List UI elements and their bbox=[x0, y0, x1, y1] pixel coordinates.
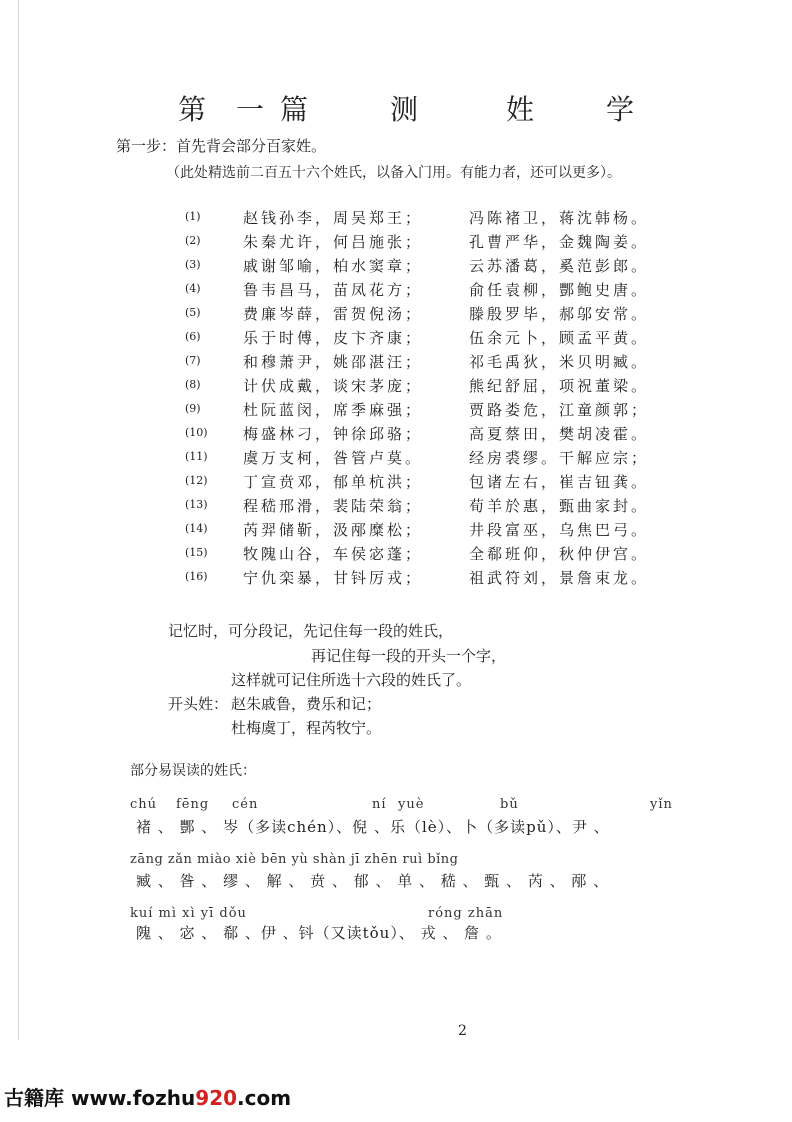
row-second-half: 伍余元卜，顾孟平黄。 bbox=[469, 329, 650, 347]
step-one-note: （此处精选前二百五十六个姓氏，以备入门用。有能力者，还可以更多）。 bbox=[166, 165, 621, 181]
step-one-heading: 第一步：首先背会部分百家姓。 bbox=[116, 137, 327, 155]
row-number: (2) bbox=[185, 234, 201, 247]
row-first-half: 丁宣贲邓，郁单杭洪； bbox=[243, 473, 424, 491]
row-second-half: 冯陈褚卫，蒋沈韩杨。 bbox=[469, 209, 650, 227]
row-second-half: 滕殷罗毕，郝邬安常。 bbox=[469, 305, 650, 323]
pinyin: ní bbox=[372, 797, 387, 812]
row-first-half: 费廉岑薛，雷贺倪汤； bbox=[243, 305, 424, 323]
pinyin-line-3a: kuí mì xì yī dǒu bbox=[130, 906, 247, 921]
row-number: (8) bbox=[185, 378, 201, 391]
misread-hanzi-line-3: 隗 、 宓 、 郗 、伊 、钭（又读tǒu）、 戎 、 詹 。 bbox=[136, 924, 502, 942]
misread-hanzi-line-2: 臧 、 昝 、 缪 、 解 、 贲 、 郁 、 单 、 嵇 、 甄 、 芮 、 邴 、 bbox=[136, 872, 610, 890]
pinyin: yuè bbox=[398, 797, 425, 812]
memo-line-2: 再记住每一段的开头一个字， bbox=[311, 647, 507, 665]
watermark-accent: 920 bbox=[195, 1086, 238, 1110]
title-char: 学 bbox=[606, 93, 635, 126]
row-first-half: 赵钱孙李，周吴郑王； bbox=[243, 209, 424, 227]
row-number: (6) bbox=[185, 330, 201, 343]
row-second-half: 荀羊於惠，甄曲家封。 bbox=[469, 497, 650, 515]
row-second-half: 高夏蔡田，樊胡凌霍。 bbox=[469, 425, 650, 443]
row-first-half: 宁仇栾暴，甘钭厉戎； bbox=[243, 569, 424, 587]
title-char: 姓 bbox=[506, 93, 535, 126]
row-first-half: 计伏成戴，谈宋茅庞； bbox=[243, 377, 424, 395]
row-first-half: 和穆萧尹，姚邵湛汪； bbox=[243, 353, 424, 371]
pinyin-line-3b: róng zhān bbox=[428, 906, 504, 921]
row-second-half: 包诸左右，崔吉钮龚。 bbox=[469, 473, 650, 491]
scan-edge-line bbox=[18, 0, 19, 1040]
row-second-half: 熊纪舒屈，项祝董梁。 bbox=[469, 377, 650, 395]
row-number: (7) bbox=[185, 354, 201, 367]
misread-hanzi-line-1: 褚 、 酆 、 岑（多读chén）、倪 、乐（lè）、卜（多读pǔ）、尹 、 bbox=[136, 818, 610, 836]
row-first-half: 程嵇邢滑，裴陆荣翁； bbox=[243, 497, 424, 515]
row-second-half: 祁毛禹狄，米贝明臧。 bbox=[469, 353, 650, 371]
row-number: (14) bbox=[185, 522, 208, 535]
row-first-half: 虞万支柯，昝管卢莫。 bbox=[243, 449, 424, 467]
pinyin: cén bbox=[232, 797, 259, 812]
watermark-site: 古籍库 www.fozhu bbox=[4, 1086, 196, 1110]
title-char: 测 bbox=[390, 93, 419, 126]
row-first-half: 芮羿储靳，汲邴糜松； bbox=[243, 521, 424, 539]
row-first-half: 乐于时傅，皮卞齐康； bbox=[243, 329, 424, 347]
row-first-half: 戚谢邹喻，柏水窦章； bbox=[243, 257, 424, 275]
row-second-half: 全郗班仰，秋仲伊宫。 bbox=[469, 545, 650, 563]
row-second-half: 井段富巫，乌焦巴弓。 bbox=[469, 521, 650, 539]
pinyin: bǔ bbox=[500, 797, 519, 812]
row-number: (5) bbox=[185, 306, 201, 319]
row-number: (3) bbox=[185, 258, 201, 271]
row-number: (1) bbox=[185, 210, 201, 223]
row-number: (11) bbox=[185, 450, 208, 463]
memo-line-1: 记忆时，可分段记，先记住每一段的姓氏， bbox=[168, 622, 454, 640]
row-number: (13) bbox=[185, 498, 208, 511]
title-char: 篇 bbox=[280, 93, 309, 126]
page-title bbox=[178, 88, 638, 128]
pinyin-line-2: zāng zǎn miào xiè bēn yù shàn jī zhēn ruì bǐng bbox=[130, 852, 459, 867]
row-second-half: 云苏潘葛，奚范彭郎。 bbox=[469, 257, 650, 275]
row-number: (10) bbox=[185, 426, 208, 439]
row-second-half: 俞任袁柳，酆鲍史唐。 bbox=[469, 281, 650, 299]
misread-section-title: 部分易误读的姓氏： bbox=[130, 763, 256, 779]
row-second-half: 经房裘缪。干解应宗； bbox=[469, 449, 650, 467]
watermark-tld: .com bbox=[237, 1086, 292, 1110]
watermark-footer bbox=[4, 1082, 291, 1111]
row-number: (16) bbox=[185, 570, 208, 583]
head-surname-label: 开头姓： bbox=[168, 695, 229, 713]
row-number: (12) bbox=[185, 474, 208, 487]
title-char: 第 bbox=[178, 93, 207, 126]
row-second-half: 贾路娄危，江童颜郭； bbox=[469, 401, 650, 419]
title-char: 一 bbox=[236, 93, 265, 126]
pinyin: chú bbox=[130, 797, 158, 812]
row-first-half: 鲁韦昌马，苗凤花方； bbox=[243, 281, 424, 299]
row-second-half: 祖武符刘，景詹束龙。 bbox=[469, 569, 650, 587]
page-number: 2 bbox=[458, 1023, 467, 1039]
row-first-half: 梅盛林刁，钟徐邱骆； bbox=[243, 425, 424, 443]
head-surname-line-1: 赵朱戚鲁，费乐和记； bbox=[231, 695, 382, 713]
row-second-half: 孔曹严华，金魏陶姜。 bbox=[469, 233, 650, 251]
pinyin: yǐn bbox=[650, 797, 673, 812]
row-number: (15) bbox=[185, 546, 208, 559]
pinyin: fēng bbox=[176, 797, 210, 812]
row-first-half: 朱秦尤许，何吕施张； bbox=[243, 233, 424, 251]
memo-line-3: 这样就可记住所选十六段的姓氏了。 bbox=[231, 671, 472, 689]
row-number: (4) bbox=[185, 282, 201, 295]
row-number: (9) bbox=[185, 402, 201, 415]
row-first-half: 牧隗山谷，车侯宓蓬； bbox=[243, 545, 424, 563]
head-surname-line-2: 杜梅虞丁，程芮牧宁。 bbox=[231, 719, 382, 737]
row-first-half: 杜阮蓝闵，席季麻强； bbox=[243, 401, 424, 419]
